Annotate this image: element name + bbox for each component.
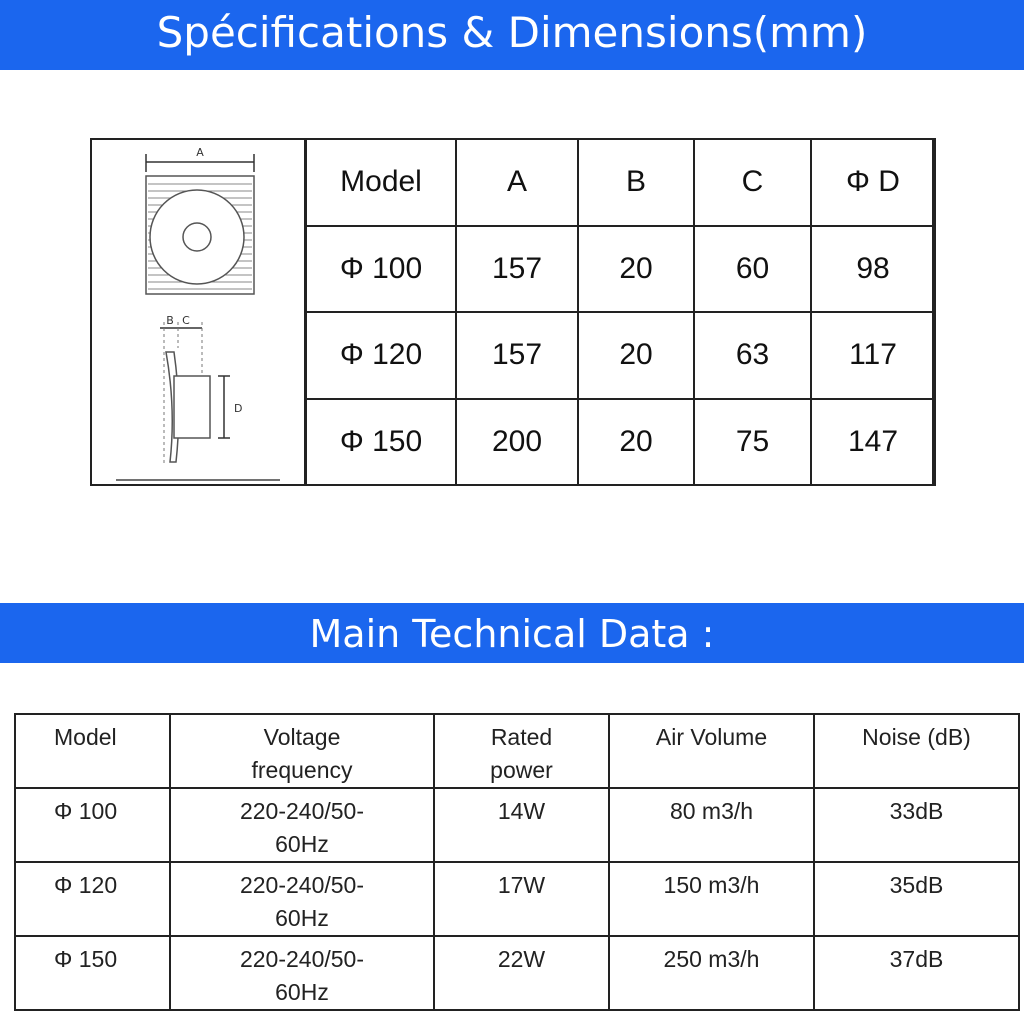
noise-cell: 33dB: [814, 788, 1019, 862]
dimension-label-c: C: [182, 314, 190, 327]
model-cell: Φ 120: [15, 862, 170, 936]
voltage-cell: 220-240/50-60Hz: [170, 936, 434, 1010]
voltage-cell: 220-240/50-60Hz: [170, 862, 434, 936]
model-cell: Φ 150: [15, 936, 170, 1010]
header-cell: Model: [306, 139, 456, 226]
value-cell: 157: [456, 226, 578, 313]
model-cell: Φ 100: [306, 226, 456, 313]
table-header-row: [306, 139, 935, 226]
dimension-label-a: A: [196, 146, 204, 159]
header-cell: Model: [15, 714, 170, 788]
value-cell: 20: [578, 312, 694, 399]
power-cell: 17W: [434, 862, 609, 936]
model-cell: Φ 150: [306, 399, 456, 486]
power-cell: 14W: [434, 788, 609, 862]
value-cell: 20: [578, 399, 694, 486]
value-cell: 147: [811, 399, 935, 486]
tech-section-title: Main Technical Data :: [0, 603, 1024, 663]
dimensions-table: [305, 138, 936, 486]
value-cell: 63: [694, 312, 811, 399]
dimension-label-b: B: [166, 314, 174, 327]
model-cell: Φ 120: [306, 312, 456, 399]
header-cell: C: [694, 139, 811, 226]
value-cell: 75: [694, 399, 811, 486]
value-cell: 20: [578, 226, 694, 313]
air-volume-cell: 250 m3/h: [609, 936, 814, 1010]
air-volume-cell: 80 m3/h: [609, 788, 814, 862]
voltage-cell: 220-240/50-60Hz: [170, 788, 434, 862]
header-cell: Air Volume: [609, 714, 814, 788]
table-header-row: [15, 714, 1019, 788]
header-cell: Noise (dB): [814, 714, 1019, 788]
model-cell: Φ 100: [15, 788, 170, 862]
technical-data-table: [14, 713, 1020, 1011]
header-cell: Rated power: [434, 714, 609, 788]
noise-cell: 37dB: [814, 936, 1019, 1010]
fan-diagram-icon: [90, 138, 306, 486]
value-cell: 200: [456, 399, 578, 486]
header-cell: B: [578, 139, 694, 226]
table-row: [15, 936, 1019, 1010]
table-row: [15, 862, 1019, 936]
spec-section-title: Spécifications & Dimensions(mm): [0, 0, 1024, 70]
fan-dimension-diagram: [90, 138, 306, 486]
header-cell: Φ D: [811, 139, 935, 226]
table-row: [306, 226, 935, 313]
value-cell: 117: [811, 312, 935, 399]
table-row: [15, 788, 1019, 862]
header-cell: A: [456, 139, 578, 226]
header-cell: Voltage frequency: [170, 714, 434, 788]
value-cell: 157: [456, 312, 578, 399]
table-row: [306, 312, 935, 399]
dimension-label-d: D: [234, 402, 243, 415]
power-cell: 22W: [434, 936, 609, 1010]
noise-cell: 35dB: [814, 862, 1019, 936]
air-volume-cell: 150 m3/h: [609, 862, 814, 936]
value-cell: 98: [811, 226, 935, 313]
value-cell: 60: [694, 226, 811, 313]
table-row: [306, 399, 935, 486]
